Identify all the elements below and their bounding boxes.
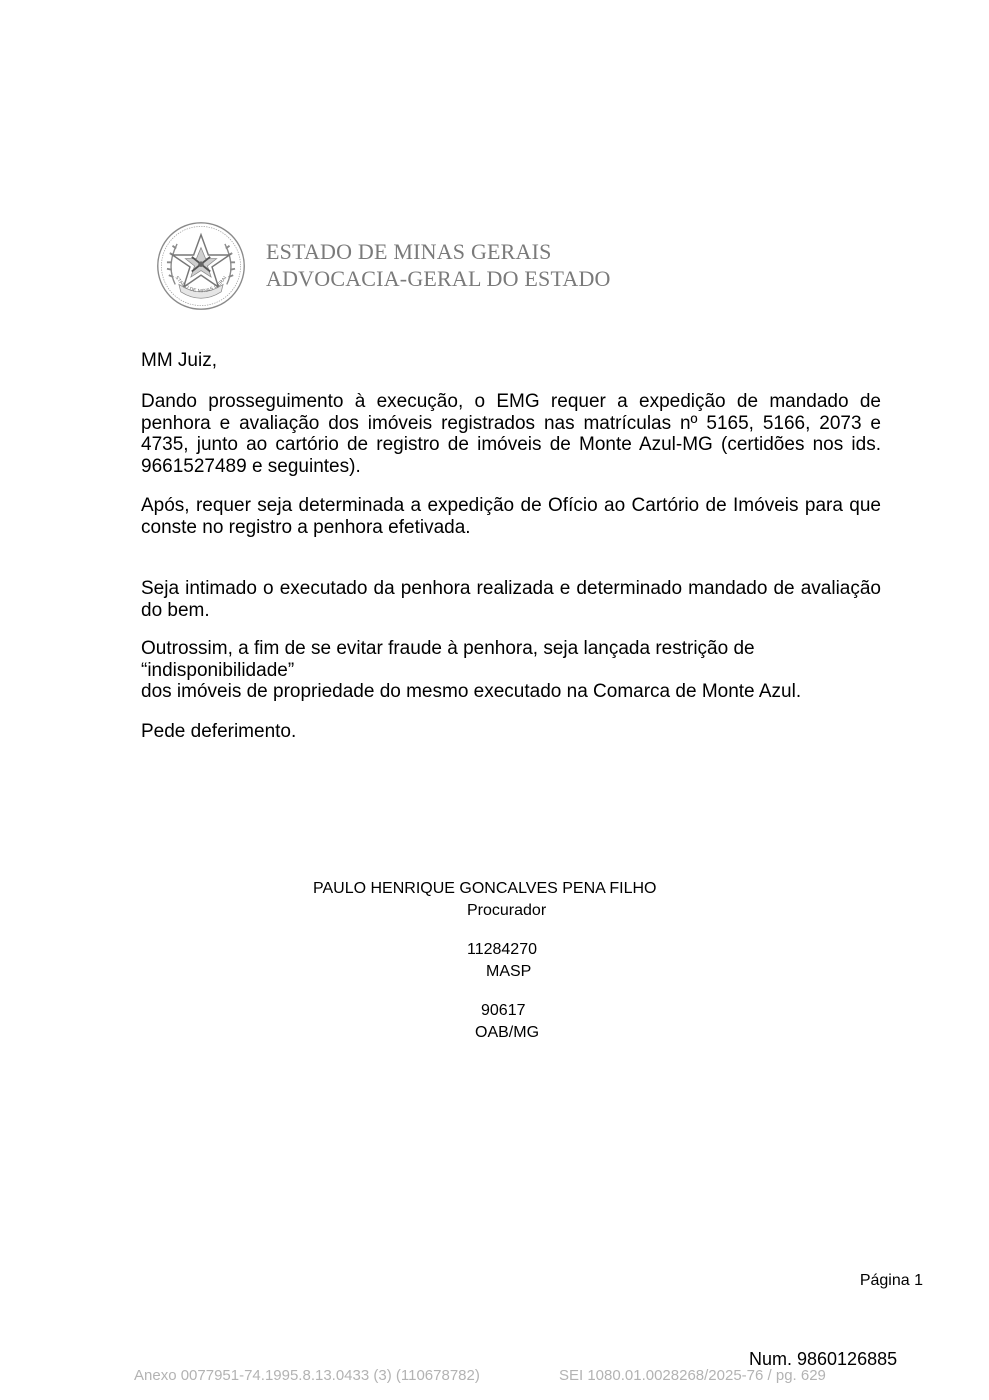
paragraph-unavailability-line2: “indisponibilidade” (141, 659, 295, 681)
closing: Pede deferimento. (141, 721, 297, 742)
letterhead-title (266, 238, 611, 292)
state-seal-logo (155, 220, 247, 312)
seal-ribbon-text: STADO DE MINAS GERAI (173, 275, 229, 295)
letterhead-agency: ADVOCACIA-GERAL DO ESTADO (266, 266, 611, 291)
oab-label: OAB/MG (475, 1024, 540, 1041)
paragraph-unavailability (141, 638, 881, 703)
masp-label: MASP (486, 963, 532, 980)
signer-role: Procurador (467, 902, 547, 919)
document-number: Num. 9860126885 (749, 1349, 898, 1369)
paragraph-registry-office: Após, requer seja determinada a expedição de Ofício ao Cartório de Imóveis para que conste no registro a penhora efetivada. (141, 495, 881, 538)
masp-number: 11284270 (467, 941, 537, 958)
oab-number: 90617 (481, 1002, 526, 1019)
salutation: MM Juiz, (141, 350, 217, 371)
signer-name: PAULO HENRIQUE GONCALVES PENA FILHO (313, 880, 657, 897)
paragraph-unavailability-line3: dos imóveis de propriedade do mesmo executado na Comarca de Monte Azul. (141, 681, 802, 702)
paragraph-unavailability-line1: Outrossim, a fim de se evitar fraude à penhora, seja lançada restrição de (141, 638, 755, 659)
page-number: Página 1 (859, 1272, 923, 1289)
paragraph-notify-debtor: Seja intimado o executado da penhora realizada e determinado mandado de avaliação do bem. (141, 578, 881, 621)
letterhead-state: ESTADO DE MINAS GERAIS (266, 239, 552, 264)
footer-annex: Anexo 0077951-74.1995.8.13.0433 (3) (110678782) (134, 1367, 480, 1384)
paragraph-request-warrant: Dando prosseguimento à execução, o EMG requer a expedição de mandado de penhora e avaliação dos imóveis registrados nas matrículas nº 5165, 5166, 2073 e 4735, junto ao cartório de registro de imóveis de Monte Azul-MG (certidões nos ids. 9661527489 e seguintes). (141, 391, 881, 477)
footer-sei: SEI 1080.01.0028268/2025-76 / pg. 629 (559, 1367, 826, 1384)
